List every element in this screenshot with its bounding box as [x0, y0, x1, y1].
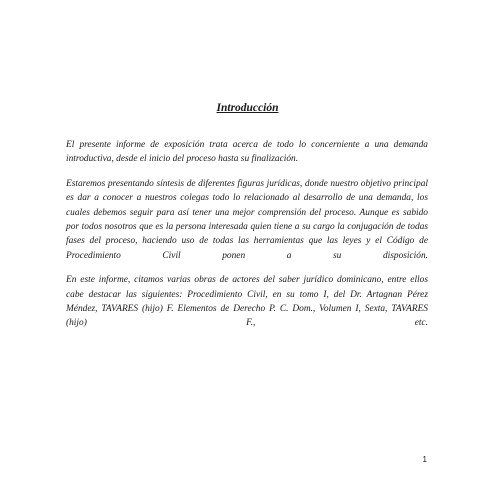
document-title: Introducción [216, 102, 279, 114]
page-number: 1 [422, 455, 427, 464]
paragraph-references: En este informe, citamos varias obras de actores del saber jurídico dominicano, entre ellos cabe destacar las siguientes: Procedimiento Civil, en su tomo I, del Dr. Artagnan Pérez Méndez, TAVARES (hijo) F. Elementos de Derecho P. C. Dom., Volumen I, Sexta, TAVARES (hijo) F., etc. [66, 275, 428, 329]
paragraph-intro: El presente informe de exposición trata acerca de todo lo concerniente a una demanda introductiva, desde el inicio del proceso hasta su finalización. [66, 140, 428, 165]
paragraph-objective: Estaremos presentando síntesis de diferentes figuras jurídicas, donde nuestro objetivo principal es dar a conocer a nuestros colegas todo lo relacionado al desarrollo de una demanda, los cuales debemos seguir para así tener una mejor comprensión del proceso. Aunque es sabido por todos nosotros que es la persona interesada quien tiene a su cargo la conjugación de todas fases del proceso, haciendo uso de todas las herramientas que las leyes y el Código de Procedimiento Civil ponen a su disposición. [66, 178, 428, 261]
document-body [66, 138, 428, 341]
